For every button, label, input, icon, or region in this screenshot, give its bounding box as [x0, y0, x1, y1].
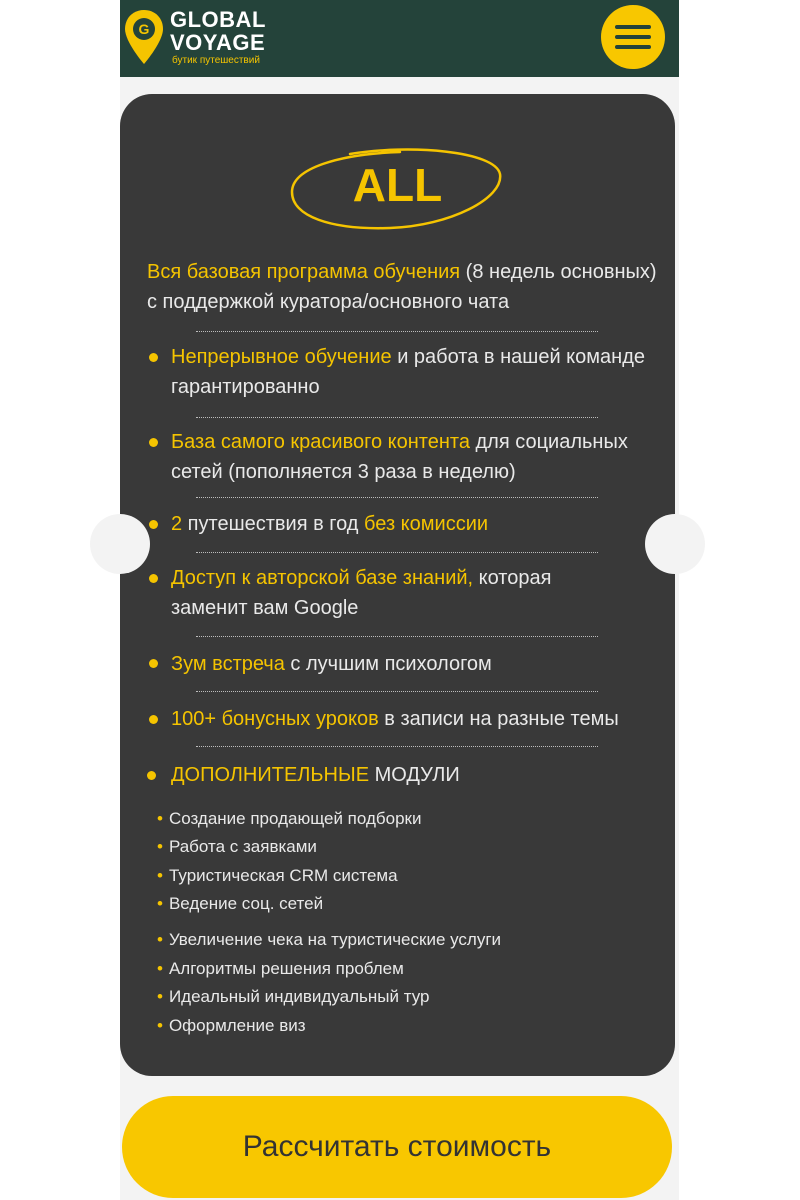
feature-rest: и работа в нашей команде гарантированно: [171, 346, 645, 398]
feature-item: [171, 342, 661, 402]
feature-highlight: База самого красивого контента: [171, 431, 470, 453]
module-label: Создание продающей подборки: [168, 809, 422, 828]
logo-tagline: бутик путешествий: [172, 55, 260, 66]
hamburger-line: [615, 45, 651, 49]
page: [120, 0, 679, 1200]
module-item: • Ведение соц. сетей: [157, 894, 324, 913]
module-item: • Идеальный индивидуальный тур: [157, 987, 430, 1006]
module-item: • Туристическая CRM система: [157, 866, 398, 885]
dotted-divider: [196, 552, 598, 553]
intro-rest: (8 недель основных) с поддержкой куратора/основного чата: [147, 261, 657, 313]
feature-item: [171, 563, 611, 623]
location-pin-logo-icon[interactable]: [123, 8, 165, 66]
pricing-card: [120, 94, 675, 1076]
feature-highlight: без комиссии: [364, 513, 489, 535]
feature-rest: путешествия в год: [182, 513, 365, 535]
bullet-icon: [149, 659, 158, 668]
module-label: Алгоритмы решения проблем: [168, 959, 404, 978]
svg-text:G: G: [138, 21, 150, 37]
dotted-divider: [196, 746, 598, 747]
hamburger-menu-button[interactable]: [601, 5, 665, 69]
feature-highlight: Доступ к авторской базе знаний,: [171, 567, 474, 589]
hamburger-line: [615, 35, 651, 39]
intro-highlight: Вся базовая программа обучения: [147, 261, 461, 283]
dotted-divider: [196, 331, 598, 332]
feature-rest: которая заменит вам Google: [171, 567, 552, 619]
plan-badge: [290, 146, 505, 236]
dotted-divider: [196, 691, 598, 692]
module-label: Оформление виз: [168, 1016, 306, 1035]
feature-rest: в записи на разные темы: [378, 708, 619, 730]
hamburger-line: [615, 25, 651, 29]
feature-highlight: ДОПОЛНИТЕЛЬНЫЕ: [171, 764, 370, 786]
plan-title: ALL: [352, 159, 443, 211]
feature-rest: МОДУЛИ: [369, 764, 460, 786]
feature-highlight: Зум встреча: [171, 653, 285, 675]
module-label: Увеличение чека на туристические услуги: [168, 930, 502, 949]
dotted-divider: [196, 417, 598, 418]
bullet-icon: [149, 353, 158, 362]
module-item: • Оформление виз: [157, 1016, 306, 1035]
dotted-divider: [196, 636, 598, 637]
module-label: Ведение соц. сетей: [168, 894, 324, 913]
feature-item: [171, 760, 661, 790]
feature-rest: для социальных сетей (пополняется 3 раза в неделю): [171, 431, 628, 483]
feature-highlight: 100+ бонусных уроков: [171, 708, 379, 730]
feature-item: [171, 704, 666, 734]
bullet-icon: [149, 574, 158, 583]
logo-line-2[interactable]: VOYAGE: [170, 30, 266, 55]
feature-item: [171, 509, 661, 539]
intro-text: [147, 257, 657, 317]
site-header: [120, 0, 679, 77]
ticket-notch-left: [90, 514, 150, 574]
calculate-price-button[interactable]: Рассчитать стоимость: [122, 1096, 672, 1198]
module-item: • Работа с заявками: [157, 837, 317, 856]
feature-item: [171, 649, 661, 679]
module-label: Работа с заявками: [168, 837, 317, 856]
bullet-icon: [147, 771, 156, 780]
bullet-icon: [149, 520, 158, 529]
logo-line-1[interactable]: GLOBAL: [170, 7, 266, 32]
module-label: Идеальный индивидуальный тур: [168, 987, 430, 1006]
feature-item: [171, 427, 666, 487]
module-item: • Увеличение чека на туристические услуги: [157, 930, 502, 949]
module-item: • Алгоритмы решения проблем: [157, 959, 404, 978]
bullet-icon: [149, 715, 158, 724]
feature-highlight: 2: [171, 513, 183, 535]
module-item: • Создание продающей подборки: [157, 809, 422, 828]
module-label: Туристическая CRM система: [168, 866, 398, 885]
feature-highlight: Непрерывное обучение: [171, 346, 392, 368]
feature-rest: с лучшим психологом: [284, 653, 492, 675]
dotted-divider: [196, 497, 598, 498]
bullet-icon: [149, 438, 158, 447]
